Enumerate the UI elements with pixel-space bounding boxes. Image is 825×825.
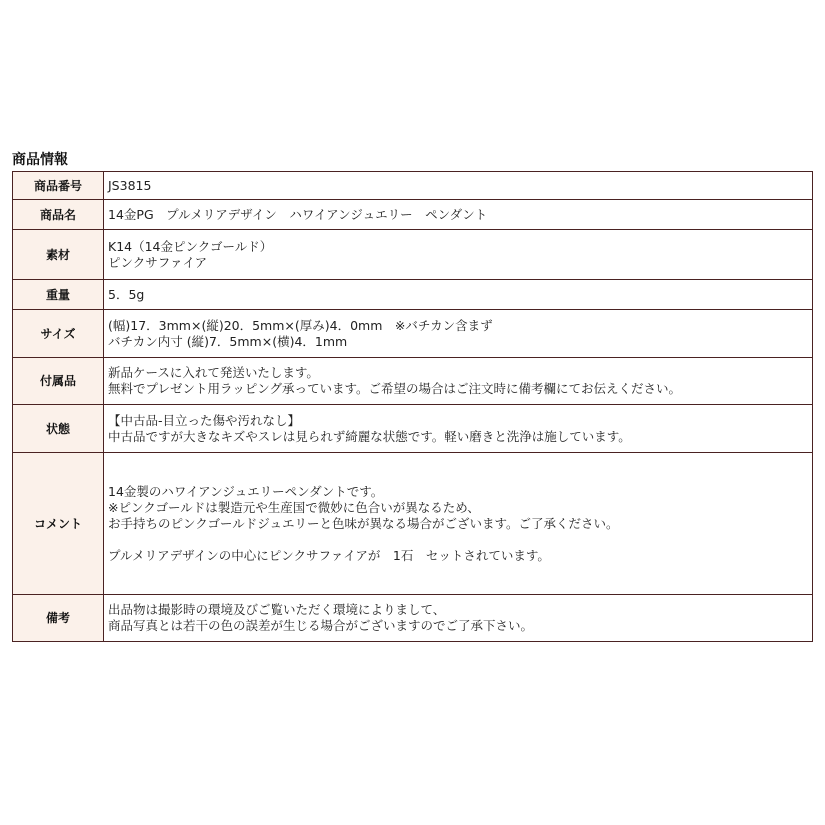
product-info-table <box>12 171 813 642</box>
label-product-name: 商品名 <box>13 200 104 230</box>
row-weight <box>13 280 813 310</box>
value-line: 中古品ですが大きなキズやスレは見られず綺麗な状態です。軽い磨きと洗浄は施しています。 <box>108 428 631 444</box>
label-weight: 重量 <box>13 280 104 310</box>
value-line: (幅)17．3mm×(縦)20．5mm×(厚み)4．0mm ※バチカン含まず <box>108 317 493 333</box>
row-product-number <box>13 172 813 200</box>
value-line: ※ピンクゴールドは製造元や生産国で微妙に色合いが異なるため、 <box>108 499 480 515</box>
row-size <box>13 310 813 358</box>
value-line: JS3815 <box>108 177 152 193</box>
label-material: 素材 <box>13 230 104 280</box>
value-material <box>104 230 813 280</box>
value-line: ピンクサファイア <box>108 254 208 270</box>
value-line: 14金製のハワイアンジュエリーペンダントです。 <box>108 483 384 499</box>
value-line: 【中古品-目立った傷や汚れなし】 <box>108 412 301 428</box>
value-line: 14金PG プルメリアデザイン ハワイアンジュエリー ペンダント <box>108 206 488 222</box>
row-accessories <box>13 358 813 405</box>
value-remarks <box>104 595 813 642</box>
section-title: 商品情報 <box>12 152 68 168</box>
value-condition <box>104 405 813 453</box>
value-line: 新品ケースに入れて発送いたします。 <box>108 365 319 380</box>
value-product-name <box>104 200 813 230</box>
value-product-number <box>104 172 813 200</box>
row-product-name <box>13 200 813 230</box>
label-size: サイズ <box>13 310 104 358</box>
value-line-blank <box>108 532 808 548</box>
row-material <box>13 230 813 280</box>
label-remarks: 備考 <box>13 595 104 642</box>
value-line: 5．5g <box>108 286 145 302</box>
value-comment <box>104 453 813 595</box>
value-size <box>104 310 813 358</box>
value-line: バチカン内寸 (縦)7．5mm×(横)4．1mm <box>108 333 348 349</box>
value-accessories <box>104 358 813 405</box>
label-product-number: 商品番号 <box>13 172 104 200</box>
label-comment: コメント <box>13 453 104 595</box>
row-comment <box>13 453 813 595</box>
label-accessories: 付属品 <box>13 358 104 405</box>
value-line: 出品物は撮影時の環境及びご覧いただく環境によりまして、 <box>108 602 446 617</box>
value-line: お手持ちのピンクゴールドジュエリーと色味が異なる場合がございます。ご了承ください。 <box>108 515 619 531</box>
row-condition <box>13 405 813 453</box>
label-condition: 状態 <box>13 405 104 453</box>
value-line: K14（14金ピンクゴールド） <box>108 238 273 254</box>
value-line: 無料でプレゼント用ラッピング承っています。ご希望の場合はご注文時に備考欄にてお伝えください。 <box>108 381 682 396</box>
value-line: 商品写真とは若干の色の誤差が生じる場合がございますのでご了承下さい。 <box>108 618 534 633</box>
value-line: プルメリアデザインの中心にピンクサファイアが 1石 セットされています。 <box>108 547 550 563</box>
row-remarks <box>13 595 813 642</box>
value-weight <box>104 280 813 310</box>
